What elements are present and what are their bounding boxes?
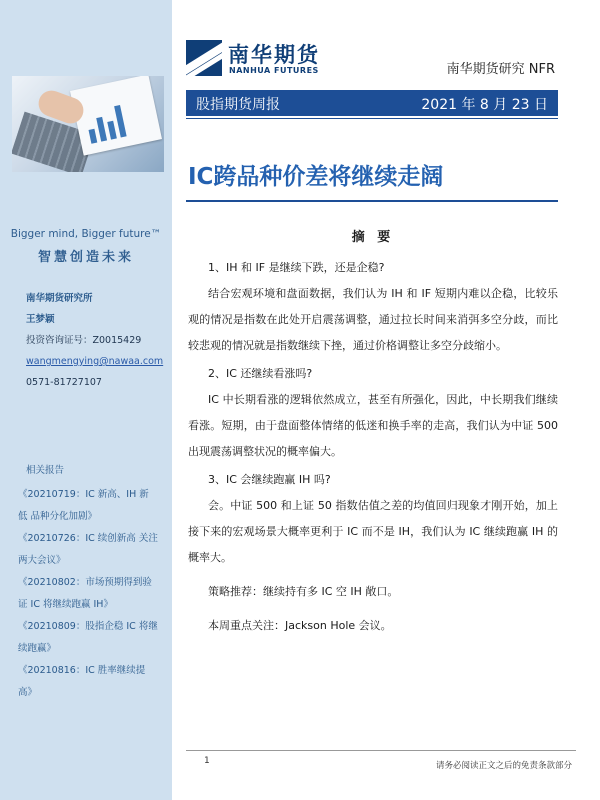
report-title: IC跨品种价差将继续走阔 bbox=[188, 164, 444, 190]
divider bbox=[186, 200, 558, 202]
report-type: 股指期货周报 bbox=[196, 97, 280, 113]
disclaimer-note: 请务必阅读正文之后的免责条款部分 bbox=[435, 761, 572, 771]
paragraph: 结合宏观环境和盘面数据，我们认为 IH 和 IF 短期内难以企稳，比较乐观的情况是指数在此处开启震荡调整，通过拉长时间来消弭多空分歧，而比较悲观的情况就是指数继续下挫，通过价格调整让多空分歧缩小。 bbox=[188, 287, 558, 352]
related-report-item[interactable]: 《20210726：IC 续创新高 关注两大会议》 bbox=[18, 533, 158, 566]
related-report-item[interactable]: 《20210809：股指企稳 IC 将继续跑赢》 bbox=[18, 621, 158, 654]
analyst-phone: 0571-81727107 bbox=[26, 377, 102, 388]
cover-photo bbox=[12, 76, 164, 172]
sidebar bbox=[0, 0, 172, 800]
divider bbox=[186, 118, 558, 119]
related-reports bbox=[18, 462, 158, 704]
license-number: 投资咨询证号：Z0015429 bbox=[26, 335, 142, 346]
question-heading: 3、IC 会继续跑赢 IH 吗? bbox=[208, 473, 331, 486]
nanhua-logo-icon bbox=[186, 40, 222, 76]
paragraph: 会。中证 500 和上证 50 指数估值之差的均值回归现象才刚开始，加上接下来的宏观场景大概率更利于 IC 而不是 IH，我们认为 IC 继续跑赢 IH 的概率大。 bbox=[188, 499, 558, 564]
question-heading: 2、IC 还继续看涨吗? bbox=[208, 367, 313, 380]
report-banner bbox=[186, 90, 558, 116]
research-institute: 南华期货研究所 bbox=[26, 293, 93, 304]
analyst-contact bbox=[26, 288, 163, 393]
related-reports-heading: 相关报告 bbox=[26, 465, 65, 476]
report-date: 2021 年 8 月 23 日 bbox=[421, 97, 548, 113]
related-report-item[interactable]: 《20210719：IC 新高、IH 新低 品种分化加剧》 bbox=[18, 489, 149, 522]
page-number: 1 bbox=[204, 756, 210, 766]
analyst-email-link[interactable]: wangmengying@nawaa.com bbox=[26, 356, 164, 367]
question-heading: 1、IH 和 IF 是继续下跌，还是企稳? bbox=[208, 261, 385, 274]
chart-paper-image bbox=[70, 76, 162, 156]
header-label: 南华期货研究 NFR bbox=[446, 62, 555, 77]
brand-name-en: NANHUA FUTURES bbox=[229, 66, 319, 75]
strategy-recommendation: 策略推荐：继续持有多 IC 空 IH 敞口。 bbox=[208, 585, 399, 598]
summary-heading: 摘 要 bbox=[351, 230, 395, 245]
brand-name-cn: 南华期货 bbox=[228, 43, 320, 67]
related-report-item[interactable]: 《20210802：市场预期得到验证 IC 将继续跑赢 IH》 bbox=[18, 577, 152, 610]
analyst-name: 王梦颖 bbox=[26, 314, 55, 325]
related-report-item[interactable]: 《20210816：IC 胜率继续提高》 bbox=[18, 665, 146, 698]
slogan-chinese: 智慧创造未来 bbox=[37, 250, 134, 265]
slogan-english: Bigger mind, Bigger future™ bbox=[10, 228, 162, 240]
weekly-focus: 本周重点关注：Jackson Hole 会议。 bbox=[208, 619, 392, 632]
paragraph: IC 中长期看涨的逻辑依然成立，甚至有所强化，因此，中长期我们继续看涨。短期，由于盘面整体情绪的低迷和换手率的走高，我们认为中证 500 出现震荡调整状况的概率偏大。 bbox=[188, 393, 558, 458]
summary-section bbox=[188, 226, 558, 639]
footer-divider bbox=[186, 750, 576, 751]
